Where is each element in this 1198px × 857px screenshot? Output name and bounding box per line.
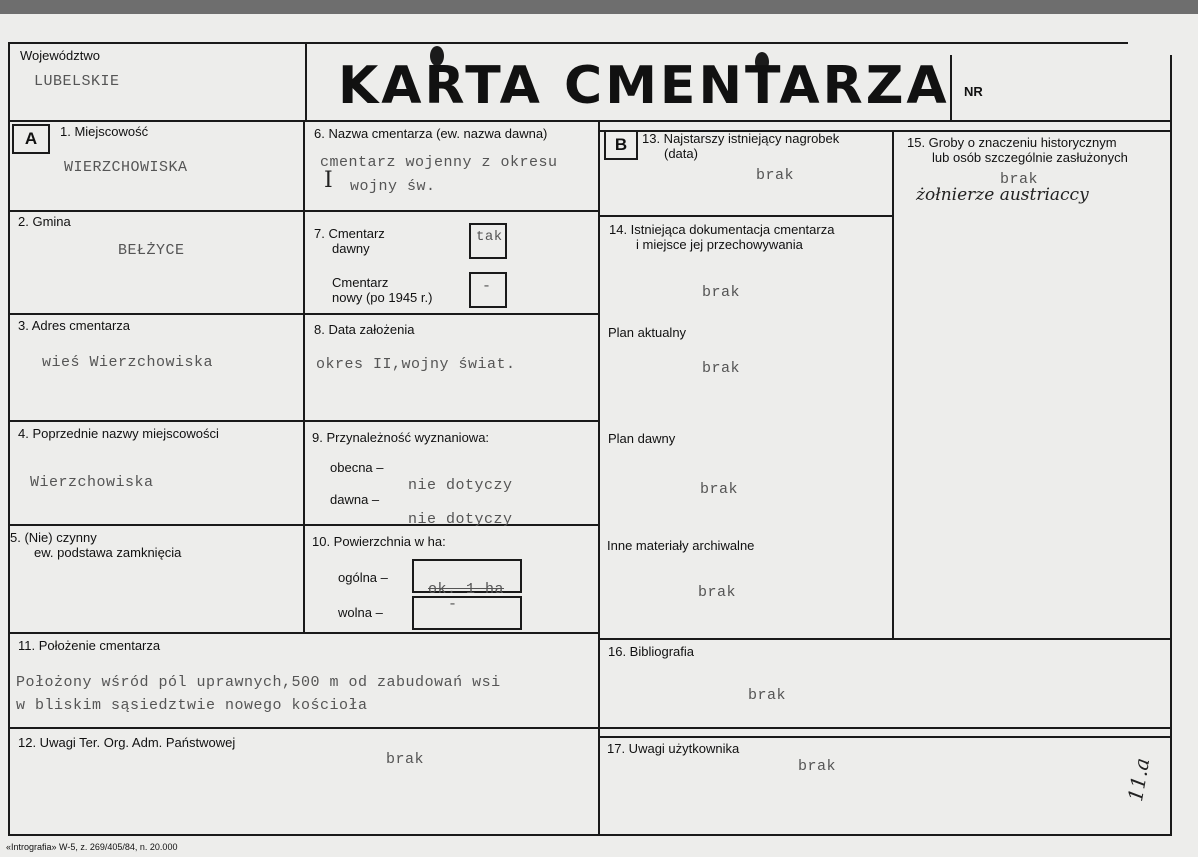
- polozenie-value-line2: w bliskim sąsiedztwie nowego kościoła: [16, 697, 368, 714]
- inne-materialy-value: brak: [698, 584, 737, 601]
- obecna-value: nie dotyczy: [408, 477, 513, 494]
- wojewodztwo-label: Województwo: [20, 48, 100, 63]
- wojewodztwo-value: LUBELSKIE: [34, 73, 120, 90]
- plan-dawny-value: brak: [700, 481, 739, 498]
- dawna-label: dawna –: [330, 492, 380, 507]
- dawna-value: nie dotyczy: [408, 511, 513, 528]
- adres-label: 3. Adres cmentarza: [18, 318, 130, 333]
- najstarszy-nagrobek-label: 13. Najstarszy istniejący nagrobek: [642, 131, 840, 146]
- cmentarz-dawny-label-line2: dawny: [332, 241, 370, 256]
- przynaleznosc-label: 9. Przynależność wyznaniowa:: [312, 430, 490, 445]
- dokumentacja-label-line2: i miejsce jej przechowywania: [636, 237, 803, 252]
- najstarszy-nagrobek-value: brak: [756, 167, 795, 184]
- czynny-label: 5. (Nie) czynny: [10, 530, 97, 545]
- poprzednie-nazwy-value: Wierzchowiska: [30, 474, 154, 491]
- groby-handwritten-value: żołnierze austriaccy: [916, 185, 1089, 205]
- cmentarz-dawny-label: 7. Cmentarz: [314, 226, 385, 241]
- section-a-marker: A: [12, 124, 50, 154]
- polozenie-label: 11. Położenie cmentarza: [18, 638, 161, 653]
- uwagi-ter-label: 12. Uwagi Ter. Org. Adm. Państwowej: [18, 735, 236, 750]
- groby-label: 15. Groby o znaczeniu historycznym: [907, 135, 1117, 150]
- nazwa-cmentarza-value-line2: wojny św.: [350, 178, 436, 195]
- groby-value: brak: [1000, 171, 1039, 188]
- czynny-label-line2: ew. podstawa zamknięcia: [34, 545, 182, 560]
- form-title: KARTA CMENTARZA: [338, 56, 950, 116]
- poprzednie-nazwy-label: 4. Poprzednie nazwy miejscowości: [18, 426, 219, 441]
- cmentarz-dawny-value: tak: [476, 229, 503, 245]
- nazwa-cmentarza-label: 6. Nazwa cmentarza (ew. nazwa dawna): [314, 126, 548, 141]
- plan-aktualny-label: Plan aktualny: [608, 325, 687, 340]
- miejscowosc-label: 1. Miejscowość: [60, 124, 149, 139]
- powierzchnia-label: 10. Powierzchnia w ha:: [312, 534, 446, 549]
- cmentarz-nowy-value: -: [482, 278, 492, 295]
- wolna-value: -: [448, 596, 458, 613]
- dokumentacja-label: 14. Istniejąca dokumentacja cmentarza: [609, 222, 835, 237]
- cmentarz-nowy-label-line2: nowy (po 1945 r.): [332, 290, 433, 305]
- data-zalozenia-value: okres II,wojny świat.: [316, 356, 516, 373]
- wolna-label: wolna –: [338, 605, 383, 620]
- gmina-value: BEŁŻYCE: [118, 242, 185, 259]
- margin-note: 11.a: [1123, 756, 1155, 804]
- bibliografia-label: 16. Bibliografia: [608, 644, 694, 659]
- ogolna-label: ogólna –: [338, 570, 388, 585]
- uwagi-uzytkownika-label: 17. Uwagi użytkownika: [607, 741, 740, 756]
- miejscowosc-value: WIERZCHOWISKA: [64, 159, 188, 176]
- nazwa-cmentarza-value: cmentarz wojenny z okresu: [320, 154, 558, 171]
- uwagi-ter-value: brak: [386, 751, 425, 768]
- polozenie-value: Położony wśród pól uprawnych,500 m od zabudowań wsi: [16, 674, 501, 691]
- wolna-box: [412, 596, 522, 630]
- gmina-label: 2. Gmina: [18, 214, 71, 229]
- inne-materialy-label: Inne materiały archiwalne: [607, 538, 755, 553]
- dokumentacja-value: brak: [702, 284, 741, 301]
- nr-label: NR: [964, 84, 983, 99]
- bibliografia-value: brak: [748, 687, 787, 704]
- print-footer: «Intrografia» W-5, z. 269/405/84, n. 20.000: [6, 842, 178, 852]
- plan-aktualny-value: brak: [702, 360, 741, 377]
- uwagi-uzytkownika-value: brak: [798, 758, 837, 775]
- data-zalozenia-label: 8. Data założenia: [314, 322, 415, 337]
- najstarszy-nagrobek-label-line2: (data): [664, 146, 698, 161]
- groby-label-line2: lub osób szczególnie zasłużonych: [932, 150, 1128, 165]
- nazwa-cmentarza-roman-numeral: I: [324, 168, 333, 193]
- ogolna-value: ok. 1 ha: [428, 581, 505, 598]
- cmentarz-nowy-label: Cmentarz: [332, 275, 389, 290]
- obecna-label: obecna –: [330, 460, 384, 475]
- adres-value: wieś Wierzchowiska: [42, 354, 214, 371]
- plan-dawny-label: Plan dawny: [608, 431, 676, 446]
- section-b-marker: B: [604, 130, 638, 160]
